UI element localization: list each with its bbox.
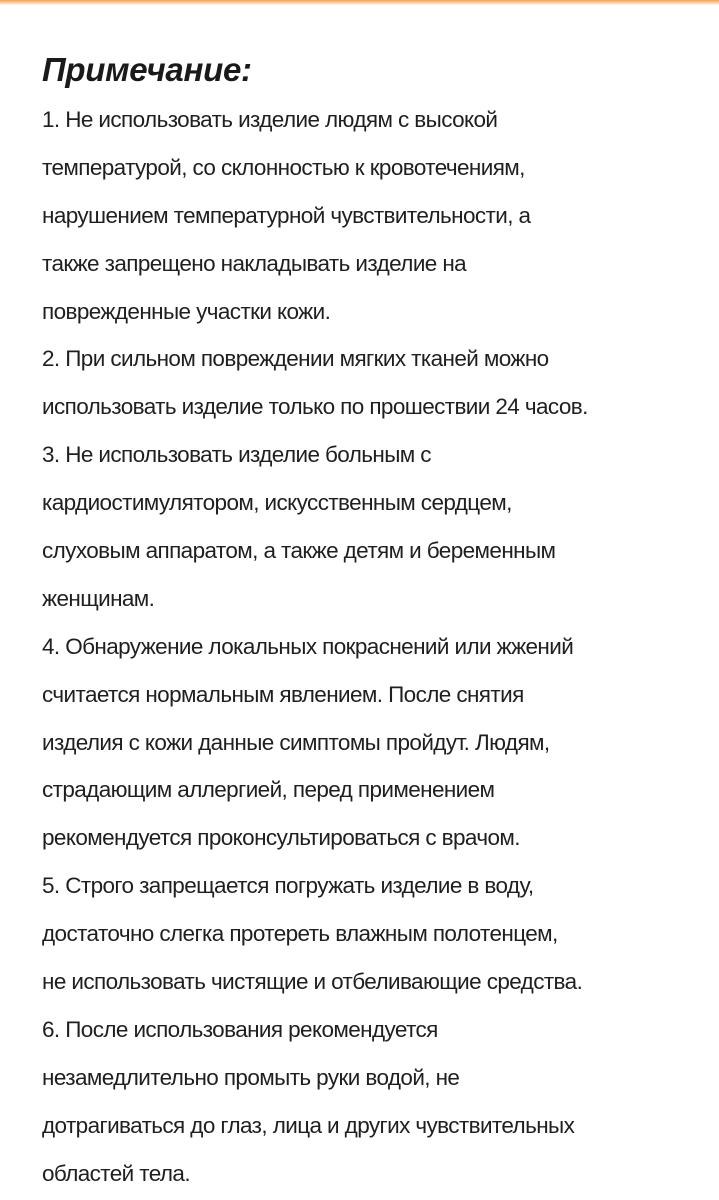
top-accent-bar	[0, 0, 719, 5]
notice-line: рекомендуется проконсультироваться с врачом.	[42, 825, 520, 851]
notice-line: страдающим аллергией, перед применением	[42, 777, 495, 803]
notice-line: считается нормальным явлением. После снятия	[42, 681, 524, 707]
notice-line: женщинам.	[42, 585, 155, 611]
notice-line: использовать изделие только по прошествии 24 часов.	[42, 394, 588, 420]
notice-line: температурой, со склонностью к кровотечениям,	[42, 154, 525, 180]
notice-line: 6. После использования рекомендуется	[42, 1016, 438, 1042]
notice-line: изделия с кожи данные симптомы пройдут. Людям,	[42, 729, 550, 755]
notice-title: Примечание:	[42, 51, 252, 88]
notice-line: незамедлительно промыть руки водой, не	[42, 1064, 460, 1090]
notice-line: кардиостимулятором, искусственным сердцем,	[42, 490, 512, 516]
notice-line: также запрещено накладывать изделие на	[42, 250, 467, 276]
notice-line: 1. Не использовать изделие людям с высокой	[42, 107, 498, 132]
notice-line: 5. Строго запрещается погружать изделие в воду,	[42, 873, 534, 899]
notice-line: достаточно слегка протереть влажным полотенцем,	[42, 921, 558, 947]
notice-line: 3. Не использовать изделие больным с	[42, 442, 431, 468]
notice-line: областей тела.	[42, 1160, 190, 1186]
notice-line: 2. При сильном повреждении мягких тканей можно	[42, 346, 549, 372]
notice-line: не использовать чистящие и отбеливающие средства.	[42, 969, 583, 995]
notice-document	[42, 44, 712, 1197]
notice-line: слуховым аппаратом, а также детям и беременным	[42, 538, 556, 564]
notice-line: 4. Обнаружение локальных покраснений или жжений	[42, 633, 574, 659]
notice-line: нарушением температурной чувствительности, а	[42, 202, 531, 228]
notice-line: поврежденные участки кожи.	[42, 298, 331, 324]
notice-line: дотрагиваться до глаз, лица и других чувствительных	[42, 1112, 575, 1138]
